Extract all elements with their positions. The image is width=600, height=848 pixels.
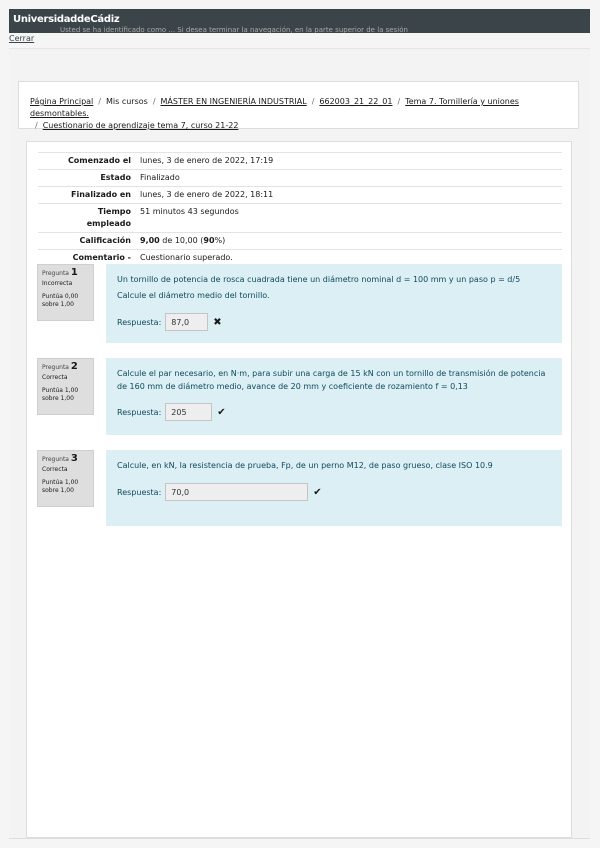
summary-value: Cuestionario superado. (137, 250, 562, 267)
question-2-content (106, 358, 562, 435)
question-grade: Puntúa 1,00 sobre 1,00 (42, 479, 79, 494)
question-3-info (37, 450, 94, 507)
summary-value: 51 minutos 43 segundos (137, 204, 562, 233)
summary-value: lunes, 3 de enero de 2022, 17:19 (137, 153, 562, 170)
answer-label: Respuesta: (117, 487, 162, 497)
check-icon: ✔ (217, 406, 226, 418)
summary-row-started (38, 153, 562, 170)
summary-label: Finalizado en (38, 187, 137, 204)
check-icon: ✔ (313, 486, 322, 498)
breadcrumb-separator: / (152, 97, 156, 106)
question-state: Correcta (42, 466, 68, 473)
breadcrumb-home[interactable]: Página Principal (30, 97, 94, 106)
question-num: 3 (70, 453, 78, 464)
breadcrumb-my-courses: Mis cursos (105, 97, 148, 106)
summary-label: Calificación (38, 233, 137, 250)
summary-row-grade (38, 233, 562, 250)
answer-label: Respuesta: (117, 317, 162, 327)
close-link[interactable]: Cerrar (9, 34, 35, 43)
answer-input[interactable]: 70,0 (165, 483, 308, 501)
question-grade: Puntúa 1,00 sobre 1,00 (42, 387, 79, 402)
site-logo[interactable]: UniversidaddeCádiz (13, 14, 120, 25)
summary-row-state (38, 170, 562, 187)
breadcrumb-separator: / (397, 97, 401, 106)
breadcrumb-topic[interactable]: Tema 7. Tornillería y uniones desmontables. (30, 97, 519, 118)
breadcrumb-separator: / (98, 97, 101, 106)
question-number (42, 453, 78, 464)
answer-row (117, 483, 322, 501)
summary-label: Tiempo empleado (38, 204, 137, 233)
question-1-info (37, 264, 94, 321)
grade-total: de 10,00 ( (159, 236, 204, 245)
question-3-content (106, 450, 562, 526)
question-state: Incorrecta (42, 280, 73, 287)
breadcrumb-separator: / (35, 121, 38, 130)
summary-value (137, 233, 562, 250)
breadcrumb-separator: / (311, 97, 315, 106)
answer-row (117, 403, 226, 421)
summary-label: Estado (38, 170, 137, 187)
question-text: Calcule, en kN, la resistencia de prueba, Fp, de un perno M12, de paso grueso, clase ISO 10.9 (117, 461, 493, 470)
answer-input[interactable]: 87,0 (165, 313, 208, 331)
breadcrumb (18, 81, 579, 129)
summary-label: Comenzado el (38, 153, 137, 170)
answer-row (117, 313, 222, 331)
question-2-info (37, 358, 94, 415)
answer-label: Respuesta: (117, 407, 162, 417)
question-prefix: Pregunta (42, 364, 69, 371)
breadcrumb-master[interactable]: MÁSTER EN INGENIERÍA INDUSTRIAL (160, 97, 307, 106)
question-grade: Puntúa 0,00 sobre 1,00 (42, 293, 79, 308)
answer-input[interactable]: 205 (165, 403, 212, 421)
question-text: Un tornillo de potencia de rosca cuadrada tiene un diámetro nominal d = 100 mm y un paso p = d/5 (117, 275, 521, 284)
question-1-content (106, 264, 562, 343)
grade-percent-close: %) (214, 236, 226, 245)
question-num: 1 (70, 267, 78, 278)
summary-row-finished (38, 187, 562, 204)
question-state: Correcta (42, 374, 68, 381)
question-prefix: Pregunta (42, 270, 69, 277)
attempt-summary-table (38, 152, 562, 266)
question-num: 2 (70, 361, 78, 372)
breadcrumb-course[interactable]: 662003_21_22_01 (319, 97, 393, 106)
grade-score: 9,00 (140, 236, 160, 245)
summary-value: Finalizado (137, 170, 562, 187)
question-number (42, 267, 78, 278)
footer-divider (9, 838, 590, 839)
cross-icon: ✖ (213, 316, 222, 328)
question-prefix: Pregunta (42, 456, 69, 463)
question-subtext: Calcule el diámetro medio del tornillo. (117, 291, 270, 300)
question-text: Calcule el par necesario, en N·m, para subir una carga de 15 kN con un tornillo de transmisión de potencia de 160 mm de diámetro medio, avance de 20 mm y coeficiente de rozamiento f = 0,13 (117, 369, 546, 391)
summary-value: lunes, 3 de enero de 2022, 18:11 (137, 187, 562, 204)
grade-percent: 90 (203, 236, 215, 245)
login-info-text: Usted se ha identificado como ... Si desea terminar la navegación, en la parte superior de la sesión (60, 26, 408, 33)
question-number (42, 361, 78, 372)
breadcrumb-quiz[interactable]: Cuestionario de aprendizaje tema 7, curso 21-22 (42, 121, 239, 130)
summary-row-time (38, 204, 562, 233)
summary-label: Comentario - (38, 250, 137, 267)
